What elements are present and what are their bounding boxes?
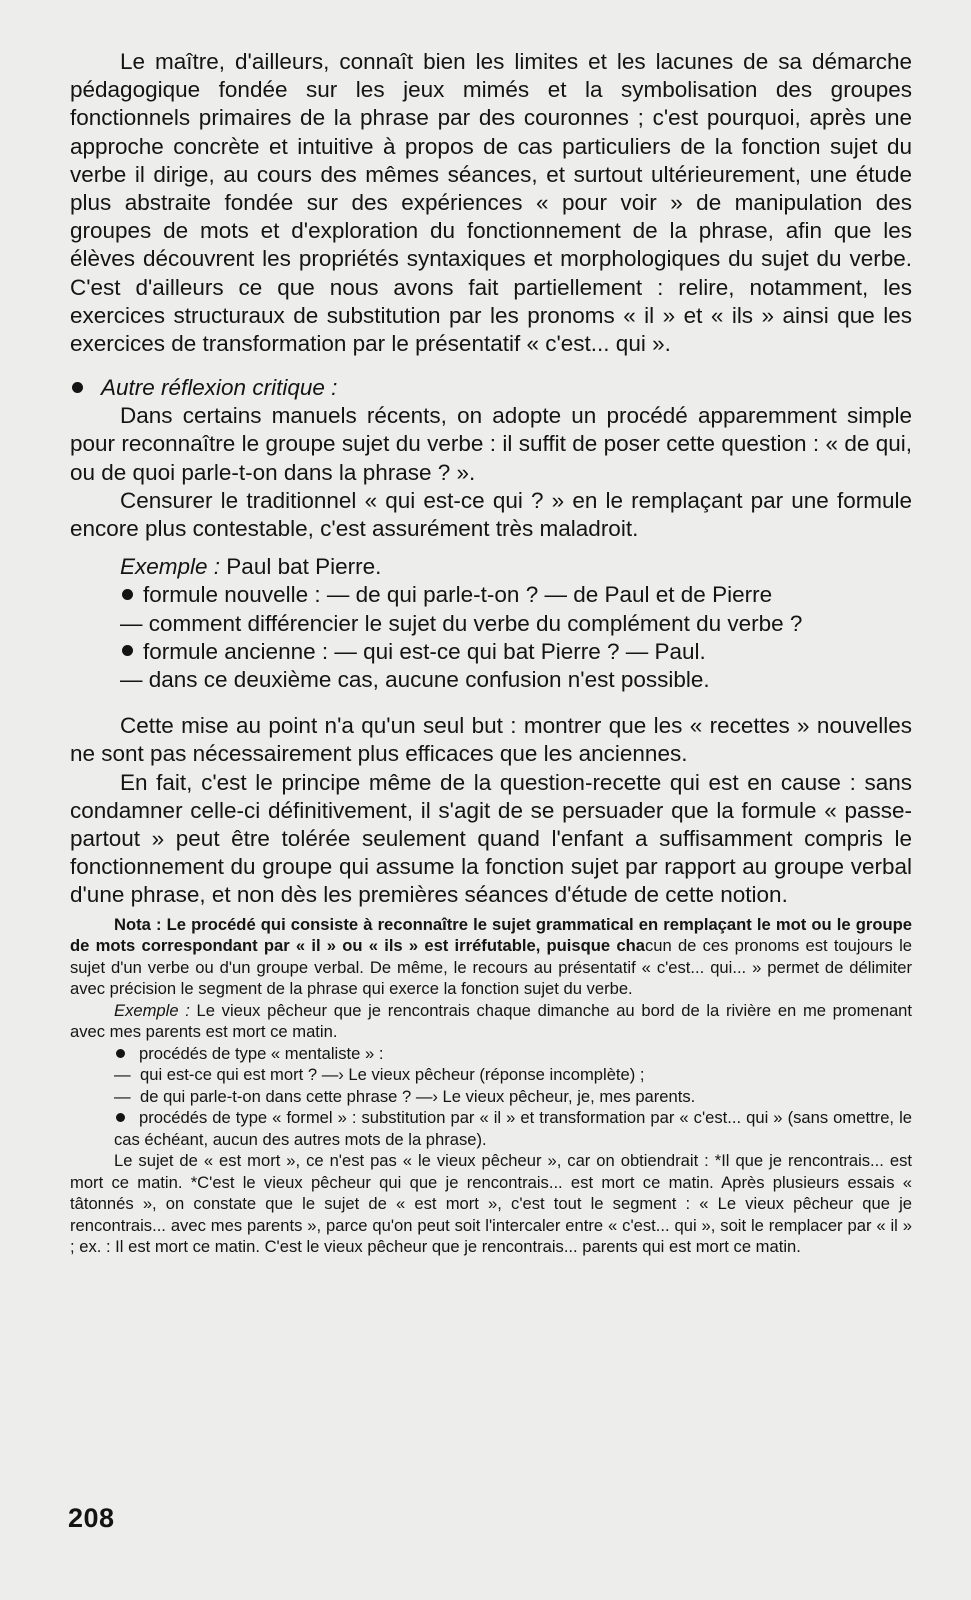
nota-example-text: Le vieux pêcheur que je rencontrais chaque dimanche au bord de la rivière en me promenant avec mes parents est mort ce matin.: [70, 1000, 913, 1042]
example-label: Exemple :: [120, 554, 221, 580]
example-item-text: formule nouvelle : — de qui parle-t-on ? — de Paul et de Pierre: [143, 582, 773, 608]
paragraph-censure: Censurer le traditionnel « qui est-ce qui ? » en le remplaçant par une formule encore plus contestable, c'est assurément très maladroit.: [70, 487, 912, 542]
paragraph-manuals: Dans certains manuels récents, on adopte un procédé apparemment simple pour reconnaître le groupe sujet du verbe : il suffit de poser cette question : « de qui, ou de quoi parle-t-on dans la phrase ? ».: [70, 403, 912, 485]
example-item: — dans ce deuxième cas, aucune confusion n'est possible.: [120, 667, 710, 693]
nota-item: [70, 1064, 912, 1086]
page-number: 208: [68, 1503, 115, 1533]
nota-item-text: de qui parle-t-on dans cette phrase ? —› Le vieux pêcheur, je, mes parents.: [140, 1086, 696, 1106]
heading-text: Autre réflexion critique :: [101, 375, 338, 401]
nota-bold: Nota : Le procédé qui consiste à reconnaître le sujet grammatical en remplaçant le mot ou le groupe de mots correspondant par « il » ou « ils » est irréfutable, puisque cha: [70, 914, 912, 956]
paragraph-intro: Le maître, d'ailleurs, connaît bien les limites et les lacunes de sa démarche pédagogique fondée sur les jeux mimés et la symbolisation des groupes fonctionnels primaires de la phrase par des couronnes ; c'est pourquoi, après une approche concrète et intuitive à propos de cas particuliers de la fonction sujet du verbe il dirige, au cours des mêmes séances, et surtout ultérieurement, une étude plus abstraite fondée sur des expériences « pour voir » de manipulation des groupes de mots et d'exploration du fonctionnement de la phrase, afin que les élèves découvrent les propriétés syntaxiques et morphologiques du sujet du verbe. C'est d'ailleurs ce que nous avons fait partiellement : relire, notamment, les exercices structuraux de substitution par les pronoms « il » et « ils » ainsi que les exercices de transformation par le présentatif « c'est... qui ».: [70, 49, 912, 357]
example-item: — comment différencier le sujet du verbe du complément du verbe ?: [120, 610, 803, 636]
example-item: [70, 581, 912, 609]
nota-item-text: qui est-ce qui est mort ? —› Le vieux pêcheur (réponse incomplète) ;: [140, 1065, 645, 1085]
example-line: [70, 553, 912, 581]
nota-rest: cun de ces pronoms est toujours le sujet d'un verbe ou d'un groupe verbal. De même, le recours au présentatif « c'est... qui... » permet de délimiter avec précision le segment de la phrase qui exerce la fonction sujet du verbe.: [70, 936, 912, 999]
bullet-icon: [116, 1049, 125, 1058]
page-body: [70, 48, 912, 1258]
nota-item: [70, 1043, 912, 1065]
bullet-icon: [122, 645, 133, 656]
paragraph-purpose: Cette mise au point n'a qu'un seul but : montrer que les « recettes » nouvelles ne sont pas nécessairement plus efficaces que les anciennes.: [70, 713, 912, 767]
nota-example-label: Exemple :: [114, 1000, 190, 1020]
example-text: Paul bat Pierre.: [220, 554, 382, 580]
bullet-icon: [72, 382, 83, 393]
bullet-icon: [116, 1113, 125, 1122]
nota-conclusion: Le sujet de « est mort », ce n'est pas « le vieux pêcheur », car on obtiendrait : *Il que je rencontrais... est mort ce matin. *C'est le vieux pêcheur qui que je rencontrais... est mort ce matin. Après plusieurs essais « tâtonnés », on constate que le sujet de « est mort », c'est tout le segment : « Le vieux pêcheur que je rencontrais... avec mes parents », parce qu'on peut soit l'intercaler entre « c'est... qui », soit le remplacer par « il » ; ex. : Il est mort ce matin. C'est le vieux pêcheur que je rencontrais... parents qui est mort ce matin.: [70, 1151, 912, 1257]
section-heading: [70, 374, 912, 402]
bullet-icon: [122, 589, 133, 600]
example-item: [70, 638, 912, 666]
nota-example: [70, 1000, 912, 1043]
nota-item-text: procédés de type « mentaliste » :: [139, 1043, 384, 1063]
nota-item: [70, 1107, 912, 1150]
nota-paragraph: [70, 914, 912, 1000]
dash-mark: —: [114, 1065, 131, 1085]
nota-item: [70, 1086, 912, 1108]
paragraph-principle: En fait, c'est le principe même de la question-recette qui est en cause : sans condamner celle-ci définitivement, il s'agit de se persuader que la formule « passe-partout » peut être tolérée seulement quand l'enfant a suffisamment compris le fonctionnement du groupe qui assume la fonction sujet par rapport au groupe verbal d'une phrase, et non dès les premières séances d'étude de cette notion.: [70, 769, 912, 908]
nota-item-text: procédés de type « formel » : substitution par « il » et transformation par « c'est... qui » (sans omettre, le cas échéant, aucun des autres mots de la phrase).: [114, 1108, 912, 1149]
dash-mark: —: [114, 1086, 131, 1106]
example-item-text: formule ancienne : — qui est-ce qui bat Pierre ? — Paul.: [143, 638, 706, 664]
